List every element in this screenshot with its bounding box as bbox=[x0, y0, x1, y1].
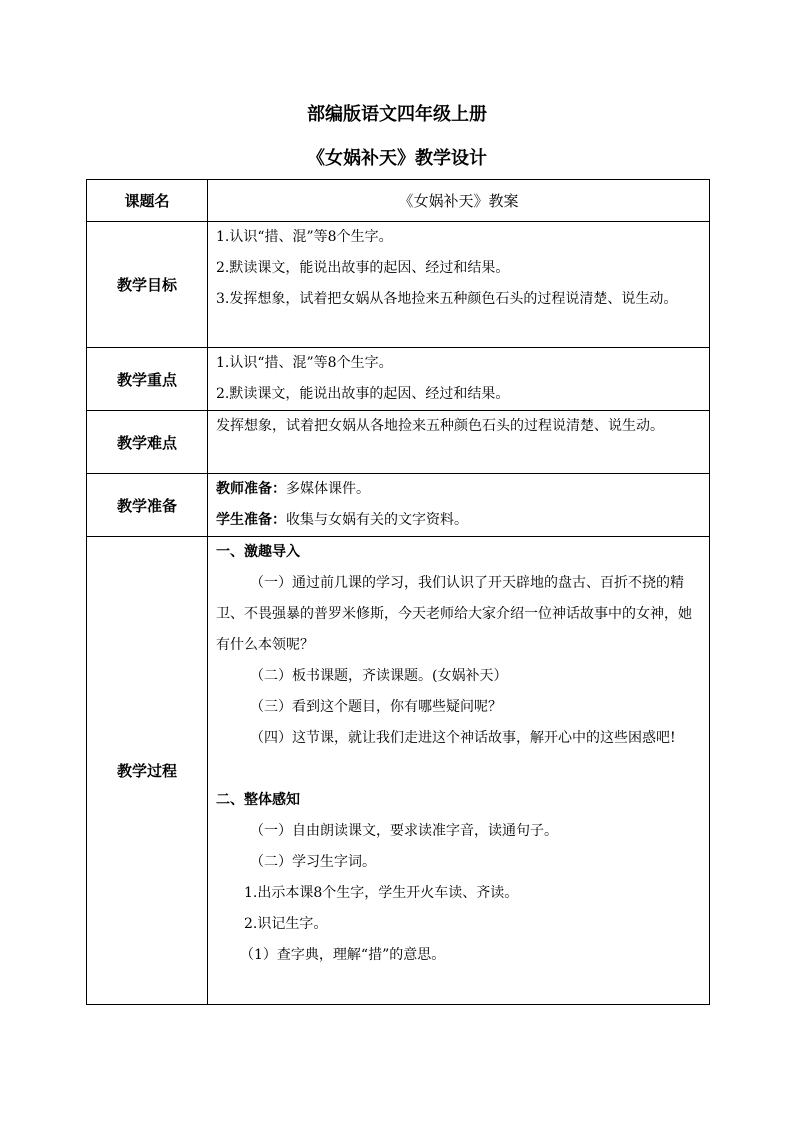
objective-item: 1.认识“措、混”等8个生字。 bbox=[216, 229, 393, 245]
difficulties-text: 发挥想象，试着把女娲从各地捡来五种颜色石头的过程说清楚、说生动。 bbox=[216, 418, 664, 434]
teacher-preparation-text: 多媒体课件。 bbox=[286, 481, 370, 497]
process-paragraph: （一）自由朗读课文，要求读准字音，读通句子。 bbox=[250, 823, 558, 839]
section-heading: 一、激趣导入 bbox=[216, 544, 300, 560]
row-label-process: 教学过程 bbox=[87, 537, 208, 1005]
preparation-cell bbox=[208, 474, 710, 537]
student-preparation bbox=[216, 505, 703, 536]
document-title: 部编版语文四年级上册 bbox=[307, 104, 487, 125]
row-label-key-points: 教学重点 bbox=[87, 348, 208, 411]
process-paragraph: （二）学习生字词。 bbox=[250, 854, 376, 870]
objective-item: 3.发挥想象，试着把女娲从各地捡来五种颜色石头的过程说清楚、说生动。 bbox=[216, 291, 678, 307]
process-paragraph: （一）通过前几课的学习，我们认识了开天辟地的盘古、百折不挠的精卫、不畏强暴的普罗米修斯，今天老师给大家介绍一位神话故事中的女神，她有什么本领呢？ bbox=[216, 575, 692, 653]
teacher-preparation-label: 教师准备： bbox=[216, 481, 286, 497]
process-paragraph: （四）这节课，就让我们走进这个神话故事，解开心中的这些困惑吧! bbox=[250, 730, 676, 746]
process-paragraph: 1.出示本课8个生字，学生开火车读、齐读。 bbox=[244, 885, 519, 901]
process-paragraph: （三）看到这个题目，你有哪些疑问呢？ bbox=[250, 699, 502, 715]
difficulties-cell bbox=[208, 411, 710, 474]
table-row bbox=[87, 222, 710, 348]
teacher-preparation bbox=[216, 474, 703, 505]
process-paragraph: 2.识记生字。 bbox=[244, 916, 328, 932]
objective-item: 2.默读课文，能说出故事的起因、经过和结果。 bbox=[216, 260, 510, 276]
key-point-item: 1.认识“措、混”等8个生字。 bbox=[216, 355, 393, 371]
key-point-item: 2.默读课文，能说出故事的起因、经过和结果。 bbox=[216, 386, 510, 402]
section-heading: 二、整体感知 bbox=[216, 792, 300, 808]
row-label-objectives: 教学目标 bbox=[87, 222, 208, 348]
blank-line bbox=[216, 754, 703, 785]
process-paragraph: （二）板书课题，齐读课题。(女娲补天） bbox=[250, 668, 508, 684]
document-subtitle: 《女娲补天》教学设计 bbox=[307, 148, 487, 169]
student-preparation-text: 收集与女娲有关的文字资料。 bbox=[286, 512, 468, 528]
row-label-preparation: 教学准备 bbox=[87, 474, 208, 537]
row-label-difficulties: 教学难点 bbox=[87, 411, 208, 474]
table-row bbox=[87, 474, 710, 537]
lesson-plan-table bbox=[86, 179, 710, 1005]
process-paragraph: （1）查字典，理解“措”的意思。 bbox=[240, 947, 446, 963]
topic-value: 《女娲补天》教案 bbox=[208, 180, 710, 222]
table-row bbox=[87, 180, 710, 222]
process-cell bbox=[208, 537, 710, 1005]
table-row bbox=[87, 537, 710, 1005]
student-preparation-label: 学生准备： bbox=[216, 512, 286, 528]
key-points-cell bbox=[208, 348, 710, 411]
table-row bbox=[87, 411, 710, 474]
table-row bbox=[87, 348, 710, 411]
objectives-cell bbox=[208, 222, 710, 348]
row-label-topic: 课题名 bbox=[87, 180, 208, 222]
